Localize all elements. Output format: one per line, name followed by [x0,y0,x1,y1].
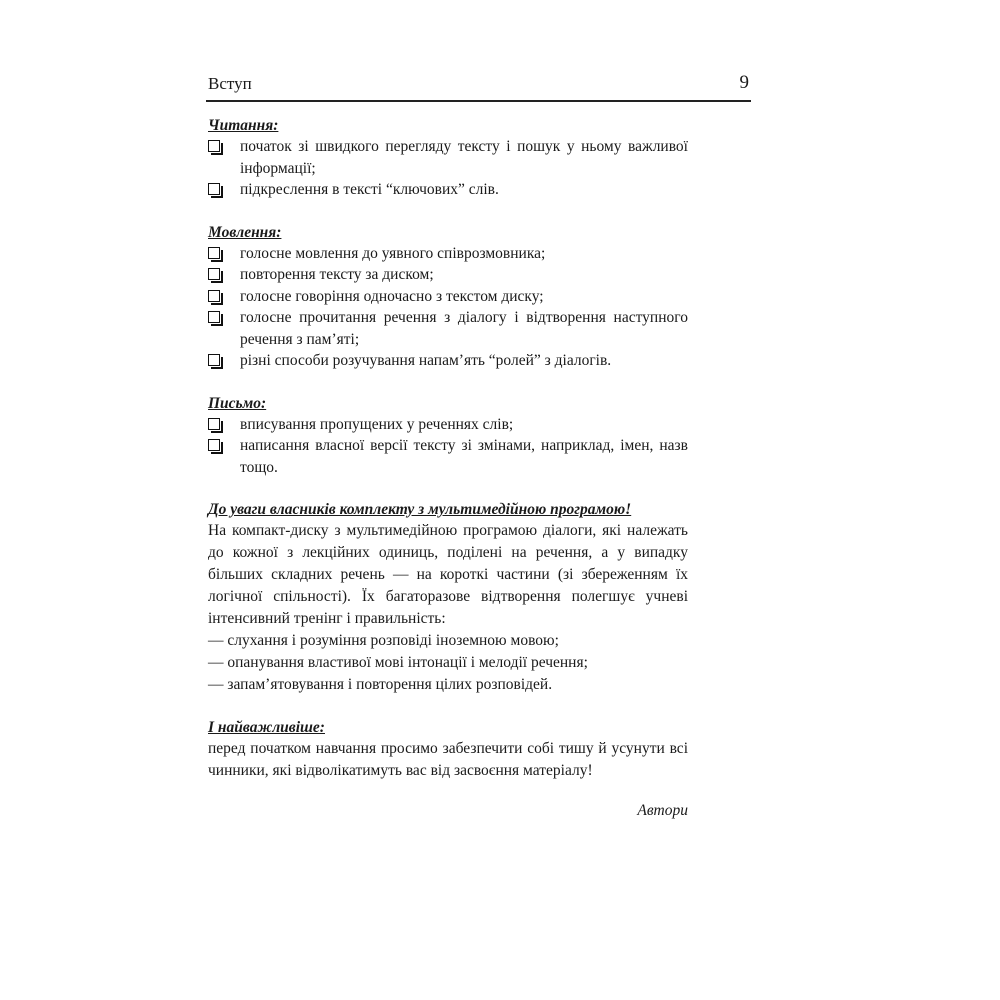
dash-item: — слухання і розуміння розповіді іноземною мовою; [208,632,559,649]
checkbox-icon [208,183,220,195]
important-paragraph: перед початком навчання просимо забезпечити собі тишу й усунути всі чинники, які відволікатимуть вас від засвоєння матеріалу! [208,740,688,779]
checkbox-icon [208,354,220,366]
multimedia-heading: До уваги власників комплекту з мультимедійною програмою! [208,501,632,518]
checkbox-icon [208,311,220,323]
checkbox-icon [208,290,220,302]
list-item: вписування пропущених у реченнях слів; [208,414,688,436]
page-content [208,116,688,838]
dash-item: — запам’ятовування і повторення цілих розповідей. [208,676,553,693]
list-item: початок зі швидкого перегляду тексту і пошук у ньому важливої інформації; [208,136,688,179]
list-item: голосне прочитання речення з діалогу і відтворення наступного речення з пам’яті; [208,307,688,350]
page-number: 9 [739,72,749,93]
multimedia-paragraph: На компакт-диску з мультимедійною програмою діалоги, які належать до кожної з лекційних одиниць, поділені на речення, а у випадку більших складних речень — на короткі частини (зі збереженням їх логічної спільності). Їх багаторазове відтворення полегшує учневі інтенсивний тренінг і правильність: [208,522,688,627]
checkbox-icon [208,247,220,259]
dash-item: — опанування властивої мові інтонації і мелодії речення; [208,654,588,671]
list-item: голосне мовлення до уявного співрозмовника; [208,243,688,265]
checkbox-icon [208,268,220,280]
list-item: голосне говоріння одночасно з текстом диску; [208,286,688,308]
list-item: написання власної версії тексту зі змінами, наприклад, імен, назв тощо. [208,435,688,478]
writing-heading: Письмо: [208,394,267,412]
list-item: повторення тексту за диском; [208,264,688,286]
signature: Автори [637,802,688,819]
list-item: підкреслення в тексті “ключових” слів. [208,179,688,201]
checkbox-icon [208,140,220,152]
checkbox-icon [208,418,220,430]
checkbox-icon [208,439,220,451]
section-title: Вступ [208,74,252,93]
writing-list [208,414,688,479]
speaking-list [208,243,688,372]
reading-list [208,136,688,201]
list-item: різні способи розучування напам’ять “ролей” з діалогів. [208,350,688,372]
page-header [206,72,751,102]
important-heading: І найважливіше: [208,719,325,736]
speaking-heading: Мовлення: [208,223,282,241]
reading-heading: Читання: [208,117,279,134]
